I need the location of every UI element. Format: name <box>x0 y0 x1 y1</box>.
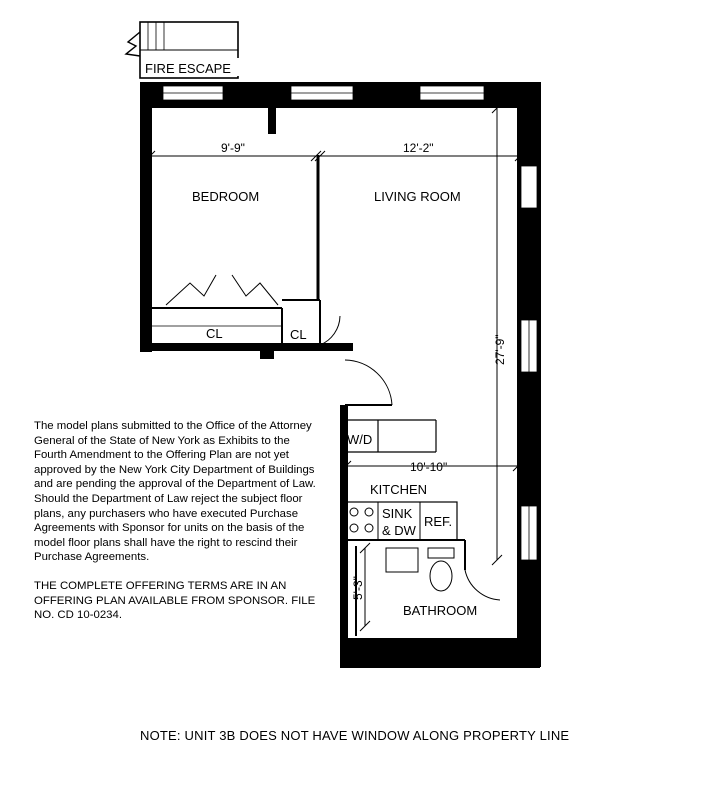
sink-label: SINK <box>382 506 413 521</box>
fire-escape-label: FIRE ESCAPE <box>145 61 231 76</box>
property-line-note: NOTE: UNIT 3B DOES NOT HAVE WINDOW ALONG PROPERTY LINE <box>140 728 570 743</box>
toilet-icon <box>428 548 454 591</box>
bedroom-label: BEDROOM <box>192 189 260 204</box>
disclaimer-text: The model plans submitted to the Office of the Attorney General of the State of New York as Exhibits to the Fourth Amendment to the Offering Plan are not yet approved by the New York City Department of Buildings and are pending the approval of the Department of Law. Should the Department of Law reject the subject floor plans, any purchasers who have executed Purchase Agreements with Sponsor for units on the basis of the model floor plans shall have the right to rescind their Purchase Agreements. <box>34 420 316 564</box>
refrigerator-label: REF. <box>424 514 453 529</box>
disclaimer-block <box>34 419 324 637</box>
living-room-label: LIVING ROOM <box>374 189 461 204</box>
washer-dryer-label: W/D <box>347 432 373 447</box>
kitchen-width-dim: 10'-10" <box>410 460 448 474</box>
living-depth-dim: 27'-9" <box>493 334 507 365</box>
top-windows <box>163 86 484 100</box>
bathroom-label: BATHROOM <box>403 603 478 618</box>
living-width-dim: 12'-2" <box>403 141 434 155</box>
closet-label-hall: CL <box>290 327 307 342</box>
dishwasher-label: & DW <box>382 523 416 538</box>
kitchen-label: KITCHEN <box>370 482 428 497</box>
bedroom-width-dim: 9'-9" <box>221 141 245 155</box>
offering-terms-text: THE COMPLETE OFFERING TERMS ARE IN AN OFFERING PLAN AVAILABLE FROM SPONSOR. FILE NO. CD 10-0234. <box>34 579 316 622</box>
bath-depth-dim: 5'-3" <box>351 576 365 600</box>
closet-label-bedroom: CL <box>206 326 223 341</box>
stove <box>350 508 373 532</box>
